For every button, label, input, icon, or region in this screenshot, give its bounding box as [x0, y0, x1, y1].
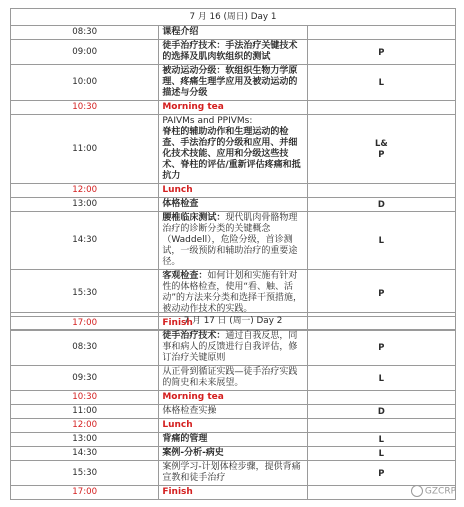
description-text: 被动运动分级：软组织生物力学原理、疼痛生理学应用及被动运动的描述与分级	[162, 66, 298, 98]
session-description	[159, 419, 307, 433]
schedule-row	[11, 198, 456, 212]
time-cell: 15:30	[11, 270, 159, 317]
schedule-row	[11, 391, 456, 405]
schedule-row	[11, 40, 456, 65]
description-text: 客观检查：	[162, 271, 208, 281]
session-type-code: P	[307, 40, 455, 65]
schedule-row	[11, 486, 456, 500]
session-description	[159, 447, 307, 461]
day2-schedule-table	[10, 312, 456, 500]
session-type-code: L& P	[307, 115, 455, 184]
schedule-row	[11, 366, 456, 391]
session-type-code: L	[307, 447, 455, 461]
session-type-code	[307, 184, 455, 198]
description-text: 徒手治疗技术：手法治疗关键技术的选择及肌肉软组织的测试	[162, 41, 298, 62]
session-description	[159, 101, 307, 115]
schedule-row	[11, 26, 456, 40]
schedule-row	[11, 419, 456, 433]
description-text: Lunch	[162, 185, 193, 195]
session-description	[159, 198, 307, 212]
time-cell: 13:00	[11, 198, 159, 212]
time-cell: 08:30	[11, 330, 159, 366]
description-text: Lunch	[162, 420, 193, 430]
time-cell: 11:00	[11, 115, 159, 184]
session-type-code: P	[307, 270, 455, 317]
description-text: 体格检查	[162, 199, 199, 209]
description-text: PAIVMs and PPIVMs:	[162, 116, 253, 126]
wechat-icon	[411, 485, 423, 497]
watermark-text: GZCRP	[424, 486, 456, 497]
schedule-row	[11, 270, 456, 317]
description-text: Finish	[162, 318, 193, 328]
day1-header: 7 月 16 (周日) Day 1	[11, 9, 456, 26]
session-description	[159, 212, 307, 270]
time-cell: 12:00	[11, 184, 159, 198]
time-cell: 17:00	[11, 486, 159, 500]
time-cell: 13:00	[11, 433, 159, 447]
schedule-row	[11, 461, 456, 486]
session-type-code: P	[307, 330, 455, 366]
time-cell: 09:00	[11, 40, 159, 65]
schedule-row	[11, 405, 456, 419]
time-cell: 10:30	[11, 101, 159, 115]
session-type-code	[307, 26, 455, 40]
description-text: Morning tea	[162, 392, 224, 402]
day2-header-row	[11, 313, 456, 330]
schedule-row	[11, 433, 456, 447]
description-text: 脊柱的辅助动作和生理运动的检查、手法治疗的分级和应用、并细化技术技能、应用和分级这些技术、脊柱的评估/重新评估疼痛和抵抗力	[162, 127, 301, 181]
time-cell: 08:30	[11, 26, 159, 40]
time-cell: 11:00	[11, 405, 159, 419]
day2-header: 7 月 17 日 (周一) Day 2	[11, 313, 456, 330]
description-text: 案例-分析-病史	[162, 448, 224, 458]
session-description	[159, 461, 307, 486]
description-text: Morning tea	[162, 102, 224, 112]
description-text: 腰椎临床测试：	[162, 213, 226, 223]
session-description	[159, 26, 307, 40]
description-text: 从正骨到循证实践—徒手治疗实践的简史和未来展望。	[162, 367, 298, 388]
description-text: 体格检查实操	[162, 406, 217, 416]
session-type-code: D	[307, 198, 455, 212]
session-description	[159, 115, 307, 184]
session-type-code	[307, 101, 455, 115]
time-cell: 14:30	[11, 447, 159, 461]
description-text: 课程介绍	[162, 27, 199, 37]
schedule-row	[11, 447, 456, 461]
description-text: 背痛的管理	[162, 434, 208, 444]
time-cell: 17:00	[11, 317, 159, 331]
day1-header-row	[11, 9, 456, 26]
time-cell: 14:30	[11, 212, 159, 270]
session-description	[159, 330, 307, 366]
schedule-row	[11, 101, 456, 115]
session-type-code: D	[307, 405, 455, 419]
description-text: 案例学习-计划体检步骤，提供背痛宣教和徒手治疗	[162, 462, 301, 483]
session-type-code: L	[307, 433, 455, 447]
time-cell: 09:30	[11, 366, 159, 391]
session-description	[159, 433, 307, 447]
session-type-code: L	[307, 65, 455, 101]
session-type-code: L	[307, 366, 455, 391]
session-type-code: L	[307, 212, 455, 270]
schedule-row	[11, 330, 456, 366]
session-description	[159, 486, 307, 500]
schedule-row	[11, 65, 456, 101]
session-description	[159, 391, 307, 405]
session-description	[159, 65, 307, 101]
schedule-row	[11, 184, 456, 198]
schedule-row	[11, 212, 456, 270]
session-type-code	[307, 419, 455, 433]
session-type-code: P	[307, 461, 455, 486]
description-text: 徒手治疗技术：	[162, 331, 226, 341]
description-text: Finish	[162, 487, 193, 497]
time-cell: 15:30	[11, 461, 159, 486]
schedule-row	[11, 115, 456, 184]
watermark	[411, 485, 456, 497]
session-type-code	[307, 391, 455, 405]
time-cell: 10:00	[11, 65, 159, 101]
session-description	[159, 40, 307, 65]
day1-schedule-table	[10, 8, 456, 331]
session-description	[159, 405, 307, 419]
description-text: 现代肌肉骨骼物理治疗的诊断分类的关键概念（Waddell），危险分级，首诊测试，一级预防和辅助治疗的重要途径。	[162, 213, 298, 267]
session-description	[159, 270, 307, 317]
time-cell: 10:30	[11, 391, 159, 405]
description-text: 如何计划和实施有针对性的体格检查，使用“看、触、活动”的方法来分类和选择干预措施，被动动作技术的实践。	[162, 271, 302, 314]
description-text: 通过自我反思，同事和病人的反馈进行自我评估，修订治疗关键原则	[162, 331, 298, 363]
time-cell: 12:00	[11, 419, 159, 433]
session-description	[159, 184, 307, 198]
session-description	[159, 366, 307, 391]
